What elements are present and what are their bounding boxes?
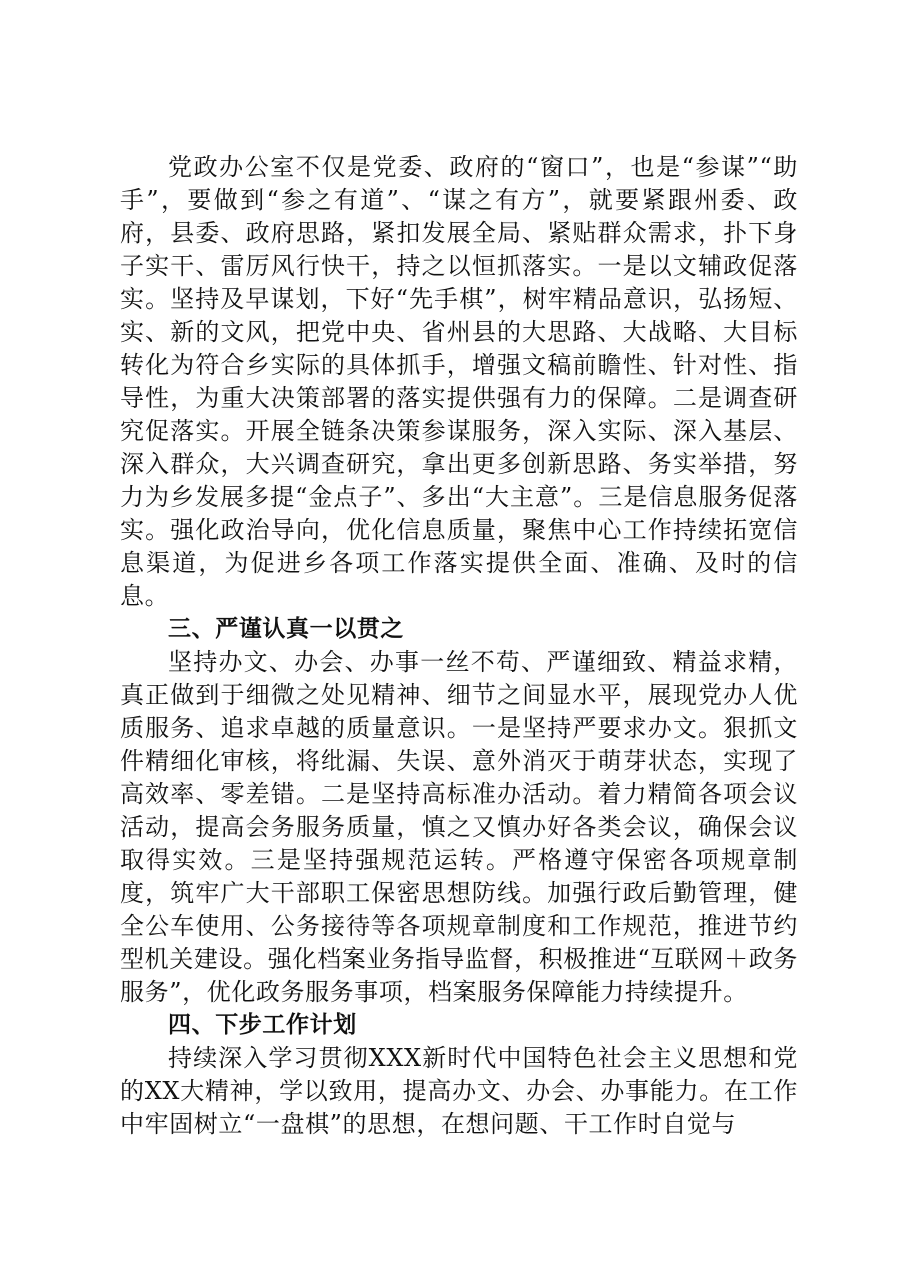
paragraph-office-role: 党政办公室不仅是党委、政府的“窗口”，也是“参谋”“助手”，要做到“参之有道”、“谋之有方”，就要紧跟州委、政府，县委、政府思路，紧扣发展全局、紧贴群众需求，扑下身子实干、雷厉风行快干，持之以恒抓落实。一是以文辅政促落实。坚持及早谋划，下好“先手棋”，树牢精品意识，弘扬短、实、新的文风，把党中央、省州县的大思路、大战略、大目标转化为符合乡实际的具体抓手，增强文稿前瞻性、针对性、指导性，为重大决策部署的落实提供强有力的保障。二是调查研究促落实。开展全链条决策参谋服务，深入实际、深入基层、深入群众，大兴调查研究，拿出更多创新思路、务实举措，努力为乡发展多提“金点子”、多出“大主意”。三是信息服务促落实。强化政治导向，优化信息质量，聚焦中心工作持续拓宽信息渠道，为促进乡各项工作落实提供全面、准确、及时的信息。 <box>120 153 798 610</box>
section-heading-next-steps: 四、下步工作计划 <box>168 1012 357 1038</box>
document-body <box>120 151 798 1141</box>
section-heading-rigor: 三、严谨认真一以贯之 <box>168 616 404 642</box>
paragraph-next-steps: 持续深入学习贯彻XXX新时代中国特色社会主义思想和党的XX大精神，学以致用，提高办文、办会、办事能力。在工作中牢固树立“一盘棋”的思想，在想问题、干工作时自觉与 <box>120 1044 798 1138</box>
paragraph-rigor: 坚持办文、办会、办事一丝不苟、严谨细致、精益求精，真正做到于细微之处见精神、细节之间显水平，展现党办人优质服务、追求卓越的质量意识。一是坚持严要求办文。狠抓文件精细化审核，将纰漏、失误、意外消灭于萌芽状态，实现了高效率、零差错。二是坚持高标准办活动。着力精简各项会议活动，提高会务服务质量，慎之又慎办好各类会议，确保会议取得实效。三是坚持强规范运转。严格遵守保密各项规章制度，筑牢广大干部职工保密思想防线。加强行政后勤管理，健全公车使用、公务接待等各项规章制度和工作规范，推进节约型机关建设。强化档案业务指导监督，积极推进“互联网＋政务服务”，优化政务服务事项，档案服务保障能力持续提升。 <box>120 648 798 1006</box>
